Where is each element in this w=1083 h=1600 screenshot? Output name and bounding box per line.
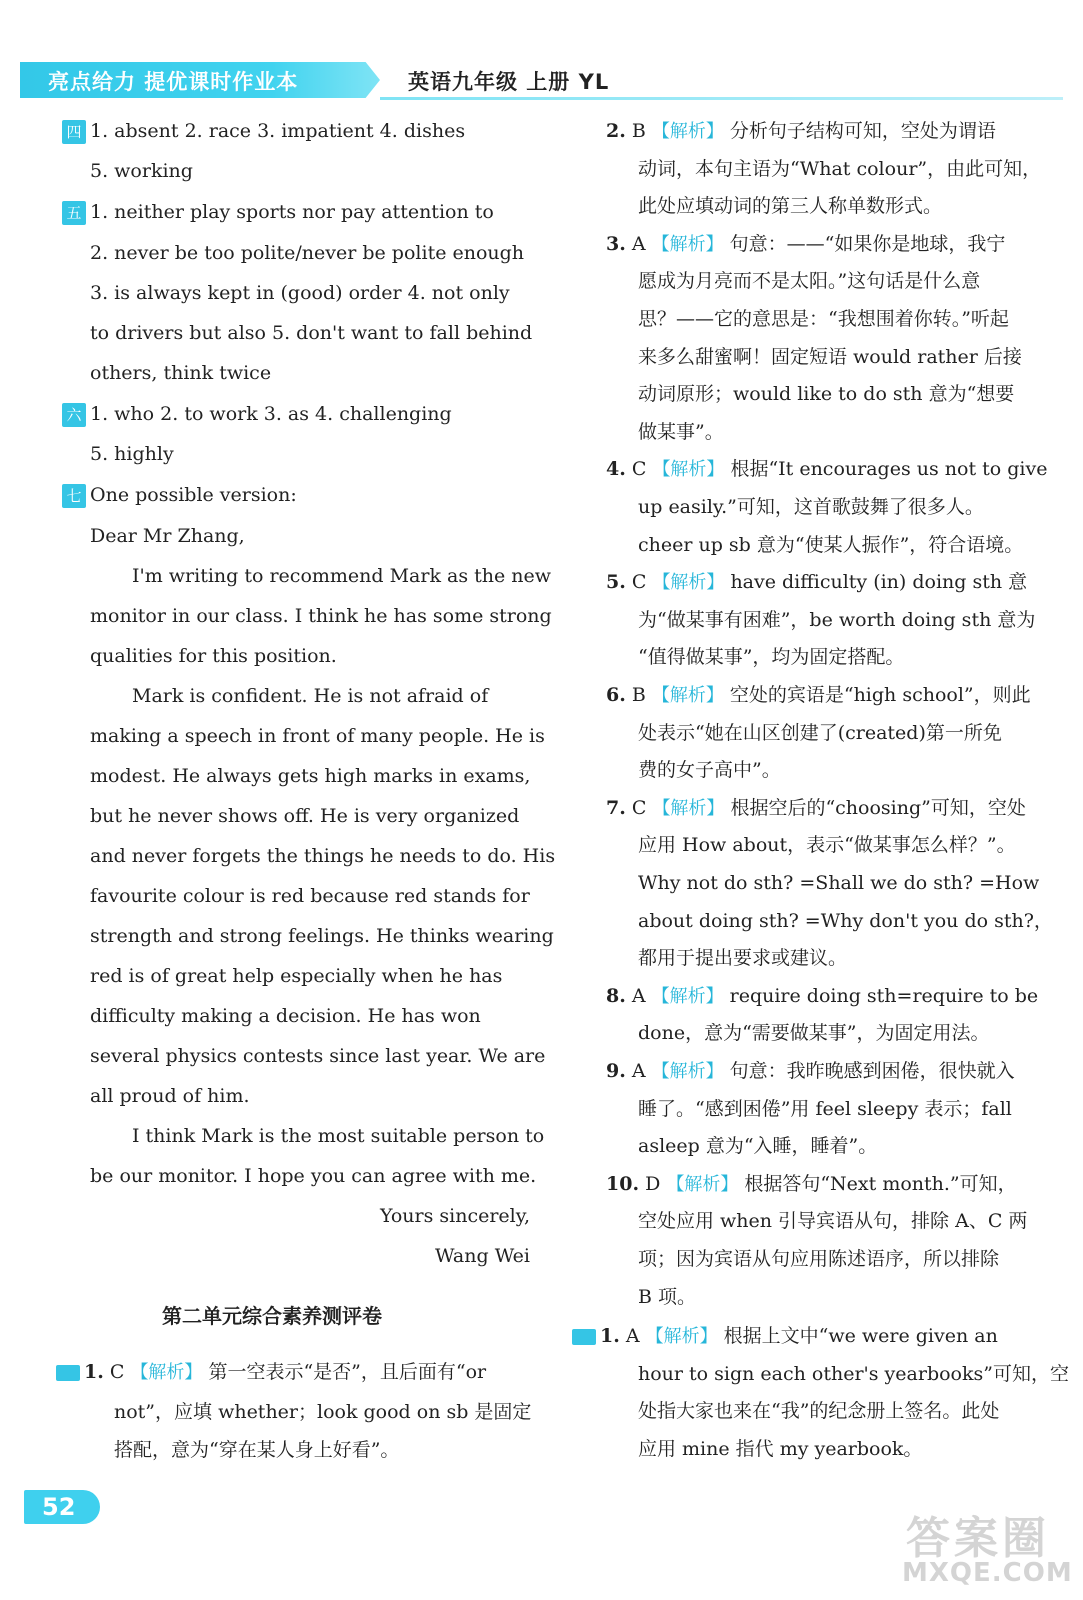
section-badge-5: 五 [62, 201, 86, 225]
part-1-q1-line-1 [56, 1359, 486, 1386]
section-5-line-4: to drivers but also 5. don't want to fall behind [90, 322, 533, 344]
analysis-line: 思？——它的意思是：“我想围着你转。”听起 [638, 308, 1009, 330]
analysis-text: 句意：我昨晚感到困倦，很快就入 [729, 1060, 1015, 1082]
letter-line: qualities for this position. [90, 645, 337, 667]
analysis-tag: 【解析】 [666, 1173, 739, 1195]
analysis-line: 此处应填动词的第三人称单数形式。 [638, 195, 943, 218]
subject-title: 英语九年级 上册 YL [408, 70, 610, 94]
question-number: 9. [606, 1060, 626, 1082]
question-number: 3. [606, 232, 626, 255]
letter-line: modest. He always gets high marks in exams, [90, 765, 531, 787]
answer-letter: C [631, 458, 647, 481]
question-number: 2. [606, 120, 626, 142]
question-6-first-line [606, 795, 1026, 822]
question-number: 10. [606, 1172, 640, 1195]
section-4-line-1 [62, 118, 465, 144]
question-2-first-line [606, 231, 1005, 258]
analysis-text: 根据空后的“choosing”可知，空处 [730, 796, 1026, 819]
analysis-line: 来多么甜蜜啊！固定短语 would rather 后接 [638, 345, 1022, 368]
answer-letter: B [631, 120, 646, 142]
analysis-tag: 【解析】 [652, 572, 725, 594]
question-number: 4. [606, 458, 626, 481]
analysis-line: 动词原形；would like to do sth 意为“想要 [638, 383, 1015, 406]
letter-line: making a speech in front of many people. He is [90, 725, 545, 747]
analysis-line: Why not do sth? =Shall we do sth? =How [638, 872, 1040, 894]
analysis-line: 应用 mine 指代 my yearbook。 [638, 1438, 923, 1460]
question-number: 7. [606, 796, 626, 819]
section-5-line-2: 2. never be too polite/never be polite enough [90, 242, 525, 264]
analysis-text: 第一空表示“是否”，且后面有“or [208, 1361, 487, 1383]
watermark-logo: 答案圈 [906, 1513, 1050, 1564]
analysis-line: 睡了。“感到困倦”用 feel sleepy 表示；fall [638, 1097, 1012, 1120]
analysis-tag: 【解析】 [651, 685, 724, 706]
analysis-line: done，意为“需要做某事”，为固定用法。 [638, 1022, 990, 1045]
part-badge-1 [56, 1365, 80, 1381]
question-9-first-line [606, 1171, 1017, 1198]
analysis-text: 分析句子结构可知，空处为谓语 [729, 120, 996, 142]
question-number: 8. [606, 984, 626, 1007]
question-100-first-line [572, 1323, 998, 1350]
letter-line: be our monitor. I hope you can agree with me. [90, 1165, 537, 1187]
analysis-tag: 【解析】 [651, 233, 724, 255]
answer-letter: A [631, 232, 646, 255]
letter-line: monitor in our class. I think he has some strong [90, 605, 552, 627]
analysis-line: hour to sign each other's yearbooks”可知，空 [638, 1362, 1069, 1385]
letter-line: red is of great help especially when he has [90, 965, 503, 987]
analysis-line: 做某事”。 [638, 420, 724, 443]
section-7-intro [62, 482, 297, 508]
analysis-line: 空处应用 when 引导宾语从句，排除 A、C 两 [638, 1210, 1028, 1233]
analysis-line: 为“做某事有困难”，be worth doing sth 意为 [638, 608, 1036, 631]
section-6-line-2: 5. highly [90, 443, 174, 465]
section-5-line-5: others, think twice [90, 362, 272, 384]
analysis-line: 费的女子高中”。 [638, 759, 781, 782]
analysis-tag: 【解析】 [651, 121, 724, 142]
answer-text: 1. absent 2. race 3. impatient 4. dishes [90, 120, 466, 142]
letter-greeting: Dear Mr Zhang, [90, 525, 245, 547]
letter-closing: Yours sincerely, [379, 1205, 530, 1227]
analysis-text: 空处的宾语是“high school”，则此 [729, 684, 1031, 706]
question-1-first-line [606, 118, 996, 145]
analysis-line: B 项。 [638, 1285, 697, 1308]
letter-line: but he never shows off. He is very organized [90, 805, 520, 827]
unit-test-title: 第二单元综合素养测评卷 [162, 1304, 382, 1328]
letter-line: Mark is confident. He is not afraid of [132, 685, 489, 707]
analysis-tag: 【解析】 [652, 459, 725, 481]
answer-letter: C [631, 571, 647, 594]
series-title: 亮点给力 提优课时作业本 [48, 70, 299, 94]
analysis-text: 句意：——“如果你是地球，我宁 [729, 232, 1006, 255]
answer-letter: A [631, 1060, 646, 1082]
answer-letter: A [625, 1325, 640, 1348]
analysis-line: 搭配，意为“穿在某人身上好看”。 [114, 1439, 400, 1461]
analysis-line: cheer up sb 意为“使某人振作”，符合语境。 [638, 533, 1024, 556]
analysis-line: 处指大家也来在“我”的纪念册上签名。此处 [638, 1400, 1000, 1423]
section-4-line-2: 5. working [90, 160, 193, 182]
analysis-line: asleep 意为“入睡，睡着”。 [638, 1135, 878, 1158]
question-8-first-line [606, 1058, 1015, 1085]
header-rule [380, 97, 1063, 100]
analysis-line: 愿成为月亮而不是太阳。”这句话是什么意 [638, 270, 981, 293]
analysis-text: 根据答句“Next month.”可知， [744, 1172, 1017, 1195]
answer-letter: A [631, 984, 646, 1007]
analysis-line: about doing sth? =Why don't you do sth?， [638, 909, 1053, 932]
question-number: 5. [606, 571, 626, 594]
analysis-text: require doing sth=require to be [729, 984, 1039, 1007]
question-5-first-line [606, 682, 1031, 709]
analysis-line: up easily.”可知，这首歌鼓舞了很多人。 [638, 496, 984, 518]
analysis-line: “值得做某事”，均为固定搭配。 [638, 646, 905, 669]
letter-signature: Wang Wei [435, 1245, 530, 1267]
analysis-tag: 【解析】 [645, 1326, 718, 1348]
section-badge-4: 四 [62, 120, 86, 144]
question-number: 1. [84, 1361, 104, 1383]
letter-line: I think Mark is the most suitable person to [132, 1125, 545, 1147]
section-5-line-3: 3. is always kept in (good) order 4. not only [90, 282, 510, 304]
letter-line: strength and strong feelings. He thinks wearing [90, 925, 554, 947]
letter-line: favourite colour is red because red stands for [90, 885, 530, 907]
analysis-line: 项；因为宾语从句应用陈述语序，所以排除 [638, 1248, 1000, 1270]
part-badge-2 [572, 1329, 596, 1345]
answer-letter: D [645, 1172, 661, 1195]
analysis-line: 处表示“她在山区创建了(created)第一所免 [638, 721, 1002, 744]
intro-text: One possible version: [90, 484, 297, 506]
section-badge-6: 六 [62, 403, 86, 427]
question-number: 1. [600, 1325, 620, 1348]
page-header [0, 0, 1083, 110]
analysis-line: 都用于提出要求或建议。 [638, 947, 848, 970]
question-7-first-line [606, 983, 1038, 1010]
analysis-line: not”，应填 whether；look good on sb 是固定 [114, 1401, 532, 1423]
section-6-line-1 [62, 401, 452, 427]
answer-text: 1. who 2. to work 3. as 4. challenging [90, 403, 452, 425]
analysis-text: 根据上文中“we were given an [723, 1325, 998, 1348]
analysis-tag: 【解析】 [651, 1061, 724, 1082]
analysis-line: 应用 How about，表示“做某事怎么样？”。 [638, 834, 1016, 857]
answer-letter: B [631, 684, 646, 706]
section-badge-7: 七 [62, 484, 86, 508]
analysis-tag: 【解析】 [651, 985, 724, 1007]
answer-letter: C [631, 796, 647, 819]
analysis-tag: 【解析】 [130, 1362, 203, 1383]
letter-line: all proud of him. [90, 1085, 250, 1107]
watermark-url: MXQE.COM [902, 1558, 1073, 1588]
answer-letter: C [109, 1361, 125, 1383]
analysis-text: 根据“It encourages us not to give [730, 458, 1048, 481]
question-3-first-line [606, 456, 1047, 483]
letter-line: several physics contests since last year. We are [90, 1045, 546, 1067]
letter-line: I'm writing to recommend Mark as the new [132, 565, 552, 587]
watermark [902, 1502, 1073, 1594]
analysis-line: 动词，本句主语为“What colour”，由此可知， [638, 157, 1042, 180]
question-number: 6. [606, 684, 626, 706]
question-4-first-line [606, 569, 1027, 596]
section-5-line-1 [62, 199, 494, 225]
letter-line: and never forgets the things he needs to do. His [90, 845, 556, 867]
page-number: 52 [24, 1490, 100, 1524]
analysis-tag: 【解析】 [652, 797, 725, 819]
answer-text: 1. neither play sports nor pay attention to [90, 201, 494, 223]
letter-line: difficulty making a decision. He has won [90, 1005, 481, 1027]
analysis-text: have difficulty (in) doing sth 意 [730, 571, 1028, 594]
